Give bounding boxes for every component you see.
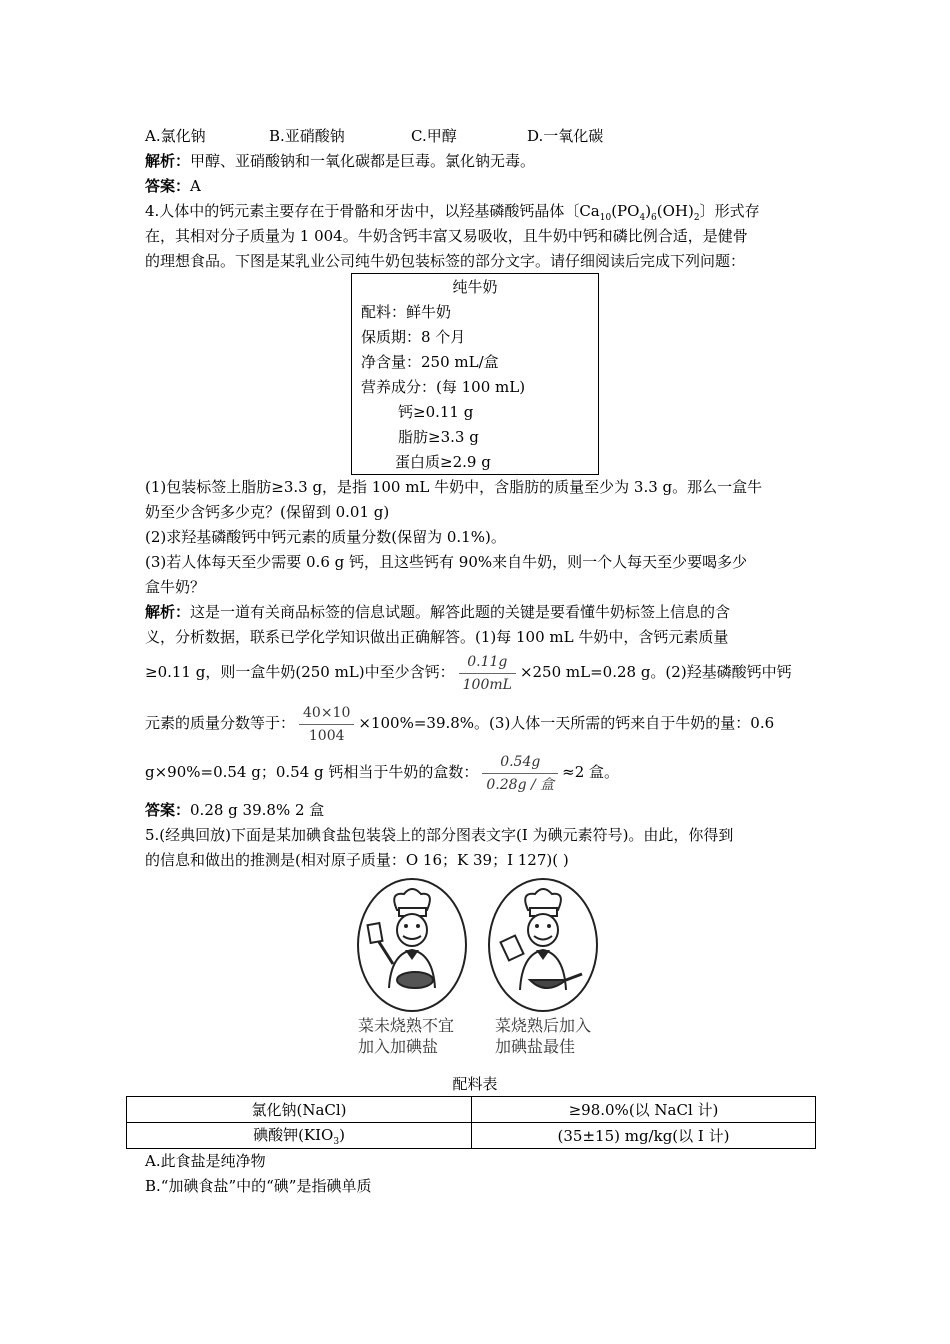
q4-stem-text: 〕形式存 (699, 202, 760, 220)
chef-right-icon (490, 880, 596, 1010)
table-cell: (35±15) mg/kg(以 I 计) (472, 1123, 816, 1149)
milk-label-net-content: 净含量：250 mL/盒 (361, 353, 499, 371)
caption-right-line2: 加碘盐最佳 (495, 1037, 576, 1056)
caption-left-line1: 菜未烧熟不宜 (358, 1016, 455, 1035)
subscript: 2 (693, 213, 700, 223)
q4-analysis-line2: 义，分析数据，联系已学化学知识做出正确解答。(1)每 100 mL 牛奶中，含钙元素质量 (145, 628, 729, 646)
q4-analysis-line1 (145, 602, 730, 622)
fraction-box-count (482, 753, 558, 794)
q3-option-b: B.亚硝酸钠 (269, 127, 345, 145)
subscript: 4 (639, 213, 646, 223)
subscript: 3 (333, 1137, 340, 1147)
ingredient-table (126, 1096, 816, 1149)
q4-analysis-text: ≥0.11 g，则一盒牛奶(250 mL)中至少含钙： (145, 663, 455, 681)
q4-sub1-line1: (1)包装标签上脂肪≥3.3 g，是指 100 mL 牛奶中，含脂肪的质量至少为 3.3 g。那么一盒牛 (145, 478, 763, 496)
milk-label-title: 纯牛奶 (452, 278, 498, 296)
q3-answer-label: 答案： (145, 177, 191, 195)
q4-analysis-line4 (145, 702, 774, 745)
q4-sub2: (2)求羟基磷酸钙中钙元素的质量分数(保留为 0.1%)。 (145, 528, 506, 546)
q4-answer-text: 0.28 g 39.8% 2 盒 (190, 801, 325, 819)
q3-option-d: D.一氧化碳 (527, 127, 604, 145)
chef-illustration-right (488, 878, 598, 1012)
milk-label-fat: 脂肪≥3.3 g (398, 428, 479, 446)
q4-analysis-text: ×250 mL=0.28 g。(2)羟基磷酸钙中钙 (519, 663, 792, 681)
q5-stem-line1: 5.(经典回放)下面是某加碘食盐包装袋上的部分图表文字(I 为碘元素符号)。由此，你得到 (145, 826, 734, 844)
q3-analysis-text: 甲醇、亚硝酸钠和一氧化碳都是巨毒。氯化钠无毒。 (190, 152, 536, 170)
q4-analysis-line5 (145, 751, 619, 794)
q4-sub3-line2: 盒牛奶？ (145, 578, 206, 596)
fraction-calcium-per-ml (459, 653, 516, 694)
fraction-denominator: 1004 (308, 727, 345, 744)
q4-analysis-text: 这是一道有关商品标签的信息试题。解答此题的关键是要看懂牛奶标签上信息的含 (190, 603, 731, 621)
q4-stem-text: (OH) (656, 202, 694, 220)
q5-option-b: B.“加碘食盐”中的“碘”是指碘单质 (145, 1177, 372, 1195)
fraction-numerator: 0.11g (459, 653, 516, 674)
table-cell: 氯化钠(NaCl) (127, 1097, 472, 1123)
q5-stem-line2: 的信息和做出的推测是(相对原子质量：O 16；K 39；I 127)( ) (145, 851, 569, 869)
q4-stem-line2: 在，其相对分子质量为 1 004。牛奶含钙丰富又易吸收，且牛奶中钙和磷比例合适，是健骨 (145, 227, 748, 245)
fraction-numerator: 40×10 (299, 704, 354, 725)
fraction-denominator: 100mL (462, 676, 512, 693)
caption-right-line1: 菜烧熟后加入 (495, 1016, 592, 1035)
q4-analysis-text: g×90%=0.54 g；0.54 g 钙相当于牛奶的盒数： (145, 763, 479, 781)
q4-analysis-line3 (145, 651, 792, 694)
q3-analysis (145, 151, 535, 171)
milk-label-box (351, 273, 599, 475)
chef-left-icon (359, 880, 465, 1010)
milk-label-shelf-life: 保质期：8 个月 (361, 328, 466, 346)
chef-illustration-left (357, 878, 467, 1012)
q4-stem-line3: 的理想食品。下图是某乳业公司纯牛奶包装标签的部分文字。请仔细阅读后完成下列问题： (145, 252, 746, 270)
q4-stem-line1 (145, 201, 760, 228)
q4-analysis-text: ≈2 盒。 (562, 763, 620, 781)
q3-answer (145, 176, 201, 196)
q4-analysis-text: 元素的质量分数等于： (145, 714, 296, 732)
q4-analysis-text: ×100%=39.8%。(3)人体一天所需的钙来自于牛奶的量：0.6 (358, 714, 775, 732)
cell-text: 碘酸钾(KIO (253, 1126, 334, 1144)
table-cell: ≥98.0%(以 NaCl 计) (472, 1097, 816, 1123)
q4-answer-label: 答案： (145, 801, 191, 819)
fraction-mass-fraction (299, 704, 354, 745)
q3-option-c: C.甲醇 (411, 127, 457, 145)
q5-option-a: A.此食盐是纯净物 (145, 1152, 266, 1170)
cell-text: ) (339, 1126, 345, 1144)
q3-analysis-label: 解析： (145, 152, 191, 170)
q3-options-row (145, 126, 603, 146)
q4-stem-text: ) (645, 202, 652, 220)
milk-label-nutrition: 营养成分：(每 100 mL) (361, 378, 526, 396)
q4-sub3-line1: (3)若人体每天至少需要 0.6 g 钙，且这些钙有 90%来自牛奶，则一个人每天至少要喝多少 (145, 553, 748, 571)
table-row (127, 1123, 816, 1149)
q4-stem-text: (PO (611, 202, 640, 220)
milk-label-calcium: 钙≥0.11 g (398, 403, 474, 421)
table-row (127, 1097, 816, 1123)
fraction-numerator: 0.54g (482, 753, 558, 774)
fraction-denominator: 0.28g / 盒 (486, 776, 555, 793)
q4-answer (145, 800, 324, 820)
q3-option-a: A.氯化钠 (145, 127, 206, 145)
q4-analysis-label: 解析： (145, 603, 191, 621)
milk-label-protein: 蛋白质≥2.9 g (395, 453, 491, 471)
q3-answer-text: A (190, 177, 201, 195)
q4-sub1-line2: 奶至少含钙多少克？(保留到 0.01 g) (145, 503, 390, 521)
table-cell (127, 1123, 472, 1149)
subscript: 10 (599, 213, 612, 223)
q4-stem-text: 4.人体中的钙元素主要存在于骨骼和牙齿中，以羟基磷酸钙晶体〔Ca (145, 202, 600, 220)
milk-label-ingredients: 配料：鲜牛奶 (361, 303, 452, 321)
caption-left-line2: 加入加碘盐 (358, 1037, 439, 1056)
ingredient-table-title: 配料表 (452, 1075, 498, 1093)
subscript: 6 (651, 213, 657, 223)
